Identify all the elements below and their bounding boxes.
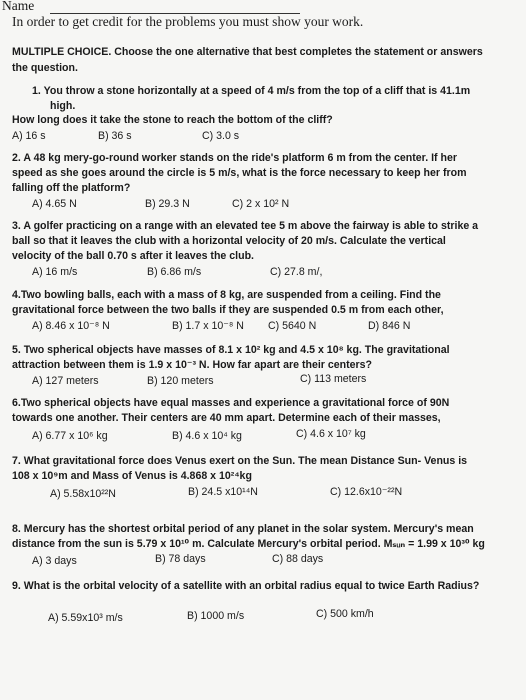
question-text: 9. What is the orbital velocity of a satellite with an orbital radius equal to twice Earth Radius? <box>12 580 480 592</box>
question-text: How long does it take the stone to reach the bottom of the cliff? <box>12 114 333 126</box>
section-title: MULTIPLE CHOICE. Choose the one alternative that best completes the statement or answers <box>12 46 483 58</box>
option: A) 8.46 x 10⁻⁸ N <box>32 320 110 332</box>
option: C) 5640 N <box>268 320 317 332</box>
option: B) 1.7 x 10⁻⁸ N <box>172 320 244 332</box>
option: B) 4.6 x 10⁴ kg <box>172 430 242 442</box>
question-text: 7. What gravitational force does Venus exert on the Sun. The mean Distance Sun- Venus is <box>12 455 468 467</box>
instruction: In order to get credit for the problems you must show your work. <box>12 14 364 29</box>
option: D) 846 N <box>368 320 411 332</box>
question-text: 3. A golfer practicing on a range with an elevated tee 5 m above the fairway is able to strike a <box>12 220 479 232</box>
option: A) 5.59x10³ m/s <box>48 612 123 624</box>
option: A) 16 m/s <box>32 266 78 278</box>
option: B) 29.3 N <box>145 198 190 210</box>
option: C) 2 x 10² N <box>232 198 290 210</box>
question-text: high. <box>50 100 76 112</box>
question-text: speed as she goes around the circle is 5 m/s, what is the force necessary to keep her from <box>12 167 467 179</box>
name-label: Name <box>2 0 35 13</box>
option: C) 500 km/h <box>316 608 374 620</box>
option: A) 16 s <box>12 130 46 142</box>
option: B) 36 s <box>98 130 132 142</box>
section-title: the question. <box>12 62 78 74</box>
option: C) 27.8 m/, <box>270 266 323 278</box>
option: A) 5.58x10²²N <box>50 488 116 500</box>
question-text: towards one another. Their centers are 40 mm apart. Determine each of their masses, <box>12 412 441 424</box>
question-text: 5. Two spherical objects have masses of 8.1 x 10² kg and 4.5 x 10⁸ kg. The gravitational <box>12 344 450 356</box>
option: A) 127 meters <box>32 375 99 387</box>
question-text: ball so that it leaves the club with a horizontal velocity of 20 m/s. Calculate the vertical <box>12 235 446 247</box>
option: B) 24.5 x10¹⁴N <box>188 486 258 498</box>
option: B) 78 days <box>155 553 206 565</box>
question-text: 1. You throw a stone horizontally at a speed of 4 m/s from the top of a cliff that is 41.1m <box>32 85 471 97</box>
question-text: gravitational force between the two balls if they are suspended 0.5 m from each other, <box>12 304 444 316</box>
question-text: 2. A 48 kg mery-go-round worker stands on the ride's platform 6 m from the center. If her <box>12 152 457 164</box>
question-text: 4.Two bowling balls, each with a mass of 8 kg, are suspended from a ceiling. Find the <box>12 289 441 301</box>
question-text: 8. Mercury has the shortest orbital period of any planet in the solar system. Mercury's mean <box>12 523 474 535</box>
option: C) 88 days <box>272 553 324 565</box>
option: B) 120 meters <box>147 375 214 387</box>
question-text: 108 x 10⁹m and Mass of Venus is 4.868 x 10²⁴kg <box>12 470 252 482</box>
question-text: 6.Two spherical objects have equal masses and experience a gravitational force of 90N <box>12 397 450 409</box>
question-text: attraction between them is 1.9 x 10⁻³ N. How far apart are their centers? <box>12 359 373 371</box>
option: C) 113 meters <box>300 373 367 385</box>
option: A) 6.77 x 10⁶ kg <box>32 430 108 442</box>
option: C) 4.6 x 10⁷ kg <box>296 428 366 440</box>
option: B) 6.86 m/s <box>147 266 202 278</box>
question-text: velocity of the ball 0.70 s after it leaves the club. <box>12 250 254 262</box>
option: C) 12.6x10⁻²²N <box>330 486 403 498</box>
question-text: falling off the platform? <box>12 182 131 194</box>
option: A) 3 days <box>32 555 77 567</box>
option: C) 3.0 s <box>202 130 240 142</box>
option: A) 4.65 N <box>32 198 77 210</box>
question-text: distance from the sun is 5.79 x 10¹⁰ m. Calculate Mercury's orbital period. Mₛᵤₙ = 1.99 x 10³⁰ kg <box>12 538 485 550</box>
option: B) 1000 m/s <box>187 610 245 622</box>
